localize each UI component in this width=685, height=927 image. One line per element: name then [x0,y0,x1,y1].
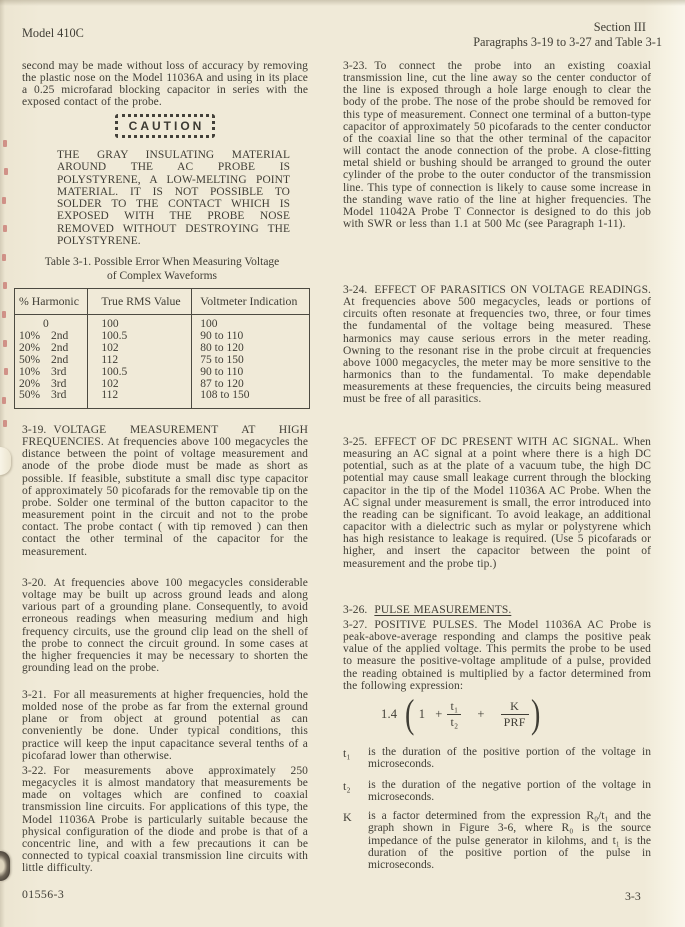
voltmeter-indication: 90 to 110 [192,367,310,379]
scan-artifact-mark [2,254,6,261]
harmonic-order: 3rd [51,377,67,390]
rms-value: 112 [88,355,192,367]
voltmeter-indication: 90 to 110 [192,331,310,343]
column-header-indication: Voltmeter Indication [192,289,310,315]
formula-close-paren: ) [530,691,541,736]
caution-label: CAUTION [115,114,216,138]
pulse-measurements-heading: PULSE MEASUREMENTS. [374,604,512,616]
paragraph-range: Paragraphs 3-19 to 3-27 and Table 3-1 [473,34,662,49]
harmonic-percent: 10% [19,329,41,342]
paragraph-number: 3-23. [343,60,368,72]
document-model-number: Model 410C [22,26,84,40]
fraction-numerator: t₁ [450,699,459,713]
document-number: 01556-3 [22,887,65,901]
formula-plus: + [435,706,443,721]
paragraph-3-25 [343,436,651,570]
harmonic-order: 2nd [51,329,69,342]
rms-value: 102 [88,379,192,391]
fraction-denominator: t₂ [447,714,461,729]
harmonic-percent: 20% [19,377,41,390]
table-row [15,367,310,379]
paragraph-number: 3-19. [22,424,47,436]
paragraph-3-21 [22,689,308,762]
voltmeter-indication: 100 [192,315,310,331]
paragraph-3-19 [22,424,308,558]
definition-t2 [343,779,651,804]
scan-artifact-mark [2,311,6,318]
formula-plus: + [477,706,485,721]
rms-value: 102 [88,343,192,355]
table-header-row [15,289,310,315]
paragraph-number: 3-24. [343,284,368,296]
table-caption [14,256,310,284]
table-row [15,355,310,367]
harmonic-order: 2nd [51,353,69,366]
scan-artifact-mark [3,282,7,289]
paragraph-number: 3-20. [22,577,47,589]
definition-term: t₁ [343,746,351,760]
table-caption-line1: Table 3-1. Possible Error When Measuring Voltage [44,256,280,268]
scan-artifact-mark [3,340,7,347]
formula-open-paren: ( [405,691,415,736]
page-number: 3-3 [625,889,641,903]
paragraph-3-22 [22,765,308,874]
column-header-harmonic: % Harmonic [15,289,88,315]
harmonic-percent: 0 [43,318,49,330]
right-column [343,0,651,927]
paragraph-number: 3-21. [22,689,47,701]
section-title: Section III [593,20,646,34]
paragraph-text: At frequencies above 100 megacycles considerable voltage may be built up across ground leads and along various part of a grounding plane. Consequently, to avoid erroneous readings when measuring medium and high frequency circuits, use the ground clip lead on the shell of the probe to connect the circuit ground. In some cases at the higher frequencies it may be necessary to shorten the grounding lead on the probe. [22,577,308,675]
harmonic-percent: 20% [19,341,41,354]
scan-artifact-mark [4,168,8,175]
paragraph-3-20 [22,577,308,674]
formula-fraction-k-prf [501,700,529,728]
fraction-denominator: PRF [501,714,529,729]
scan-artifact-mark [2,397,6,404]
paragraph-continuation: second may be made without loss of accuracy by removing the plastic nose on the Model 11036A and using in its place a 0.25 microfarad blocking capacitor in series with the exposed contact of the probe. [22,60,308,109]
paragraph-text: EFFECT OF PARASITICS ON VOLTAGE READINGS. At frequencies above 500 megacycles, leads or portions of circuits often resonate at frequencies two, three, or four times the fundamental of the voltage being measured. These harmonics may cause serious errors in the meter reading. Owning to the resonant rise in the probe circuit at frequencies above 1000 megacycles, the meter may be more sensitive to the harmonics than to the fundamental. To make dependable measurements at these frequencies, the circuits being measured must be free of all parasitics. [343,284,651,406]
paragraph-text: To connect the probe into an existing coaxial transmission line, cut the line away so the center conductor of the line is exposed through a hole large enough to clear the body of the probe. The nose of the probe should be removed for this type of measurement. Connect one terminal of a button-type capacitor of approximately 50 picofarads to the center conductor of the coaxial line so that the other terminal of the capacitor will contact the anode connection of the probe. A close-fitting metal shield or bushing should be arranged to ground the outer cylinder of the probe to the outer conductor of the transmission line. This type of connection is likely to cause some increase in the standing wave ratio of the line at higher frequencies. The Model 11042A Probe T Connector is designed to do this job with SWR or less than 1.1 at 500 Mc (see Paragraph 1-11). [343,60,651,231]
page-curl-notch [0,447,11,475]
left-column [19,0,308,927]
definition-text: is the duration of the positive portion of the voltage in microseconds. [368,746,651,771]
paragraph-number: 3-27. [343,619,368,631]
paragraph-text: POSITIVE PULSES. The Model 11036A AC Probe is peak-above-average responding and clamps the positive peak value of the applied voltage. This permits the probe to be used to measure the positive-voltage amplitude of a pulse, provided the reading obtained is multiplied by a factor determined from the following expression: [343,619,651,692]
paragraph-text: For measurements above approximately 250 megacycles it is almost mandatory that measurements be made on voltages which are confined to coaxial transmission line circuits. For applications of this type, the Model 11036A Probe is particularly suitable because the physical configuration of the diode and probe is that of a concentric line, and with a few precautions it can be connected to typical coaxial transmission line circuits with little difficulty. [22,765,308,875]
harmonic-order: 2nd [51,341,69,354]
rms-value: 112 [88,390,192,408]
scan-artifact-mark [4,368,8,375]
binder-hole [0,851,10,881]
rms-value: 100 [88,315,192,331]
paragraph-text: For all measurements at higher frequencies, hold the molded nose of the probe as far from the external ground plane or from object at ground potential as can conveniently be done. Under typical conditions, this practice will keep the input capacitance several tenths of a picofarad lower than otherwise. [22,689,308,762]
definition-t1 [343,746,651,771]
table-row [15,315,310,331]
voltmeter-indication: 87 to 120 [192,379,310,391]
table-row [15,390,310,408]
paragraph-text: EFFECT OF DC PRESENT WITH AC SIGNAL. When measuring an AC signal at a point where there is a high DC potential, such as at the plate of a vacuum tube, the high DC potential may cause small leakage current through the blocking capacitor in the tip of the Model 11036A AC Probe. When the AC signal under measurement is small, the error introduced into the reading can be significant. To avoid leakage, an additional capacitor with a dielectric such as mylar or polystyrene which has high resistance to leakage is required. (Use 5 picofarads or higher, and insert the capacitor between the point of measurement and the probe tip.) [343,436,651,570]
harmonic-order: 3rd [51,389,67,402]
harmonic-percent: 10% [19,365,41,378]
scan-artifact-mark [3,225,7,232]
harmonic-percent: 50% [19,353,41,366]
paragraph-number: 3-22. [22,765,47,777]
voltmeter-indication: 108 to 150 [192,390,310,408]
definition-term: t₂ [343,779,351,793]
harmonic-percent: 50% [19,389,41,402]
rms-value: 100.5 [88,331,192,343]
pulse-factor-formula [381,691,542,736]
definition-text: is a factor determined from the expression R₀/t₁ and the graph shown in Figure 3-6, where R₀ is the source impedance of the pulse generator in kilohms, and t₁ is the duration of the positive portion of the pulse in microseconds. [368,810,651,872]
column-header-rms: True RMS Value [88,289,192,315]
definition-text: is the duration of the negative portion of the voltage in microseconds. [368,779,651,804]
paragraph-3-26-heading [343,604,651,616]
scan-artifact-mark [2,197,6,204]
voltmeter-indication: 80 to 120 [192,343,310,355]
paragraph-text: VOLTAGE MEASUREMENT AT HIGH FREQUENCIES. At frequencies above 100 megacycles the distance between the point of voltage measurement and anode of the probe diode must be made as short as possible. If feasible, substitute a small disc type capacitor of approximately 50 picofarads for the removable tip on the probe. Solder one terminal of the button capacitor to the measurement point in the circuit and not to the probe contact. The probe contact ( with tip removed ) can then contact the other terminal of the capacitor for the measurement. [22,424,308,558]
fraction-numerator: K [510,699,520,713]
harmonic-order: 3rd [51,365,67,378]
definition-k [343,810,651,871]
paragraph-number: 3-25. [343,436,368,448]
paragraph-3-24 [343,284,651,406]
table-3-1 [14,288,310,409]
caution-text: THE GRAY INSULATING MATERIAL AROUND THE AC PROBE IS POLYSTYRENE, A LOW-MELTING POINT MATERIAL. IT IS NOT POSSIBLE TO SOLDER TO THE CONTACT WHICH IS EXPOSED WITH THE PROBE NOSE REMOVED WITHOUT DESTROYING THE POLYSTYRENE. [57,149,290,248]
paragraph-3-23 [343,60,651,230]
table-row [15,343,310,355]
definition-term: K [343,810,352,824]
caution-box [22,114,308,138]
scan-artifact-mark [3,140,7,147]
voltmeter-indication: 75 to 150 [192,355,310,367]
paragraph-3-27 [343,619,651,692]
scan-artifact-mark [3,420,7,427]
formula-coefficient: 1.4 [381,706,398,721]
table-caption-line2: of Complex Waveforms [106,269,217,282]
formula-fraction-t1-t2 [447,700,461,728]
formula-term: 1 [418,706,426,721]
rms-value: 100.5 [88,367,192,379]
paragraph-number: 3-26. [343,604,368,616]
